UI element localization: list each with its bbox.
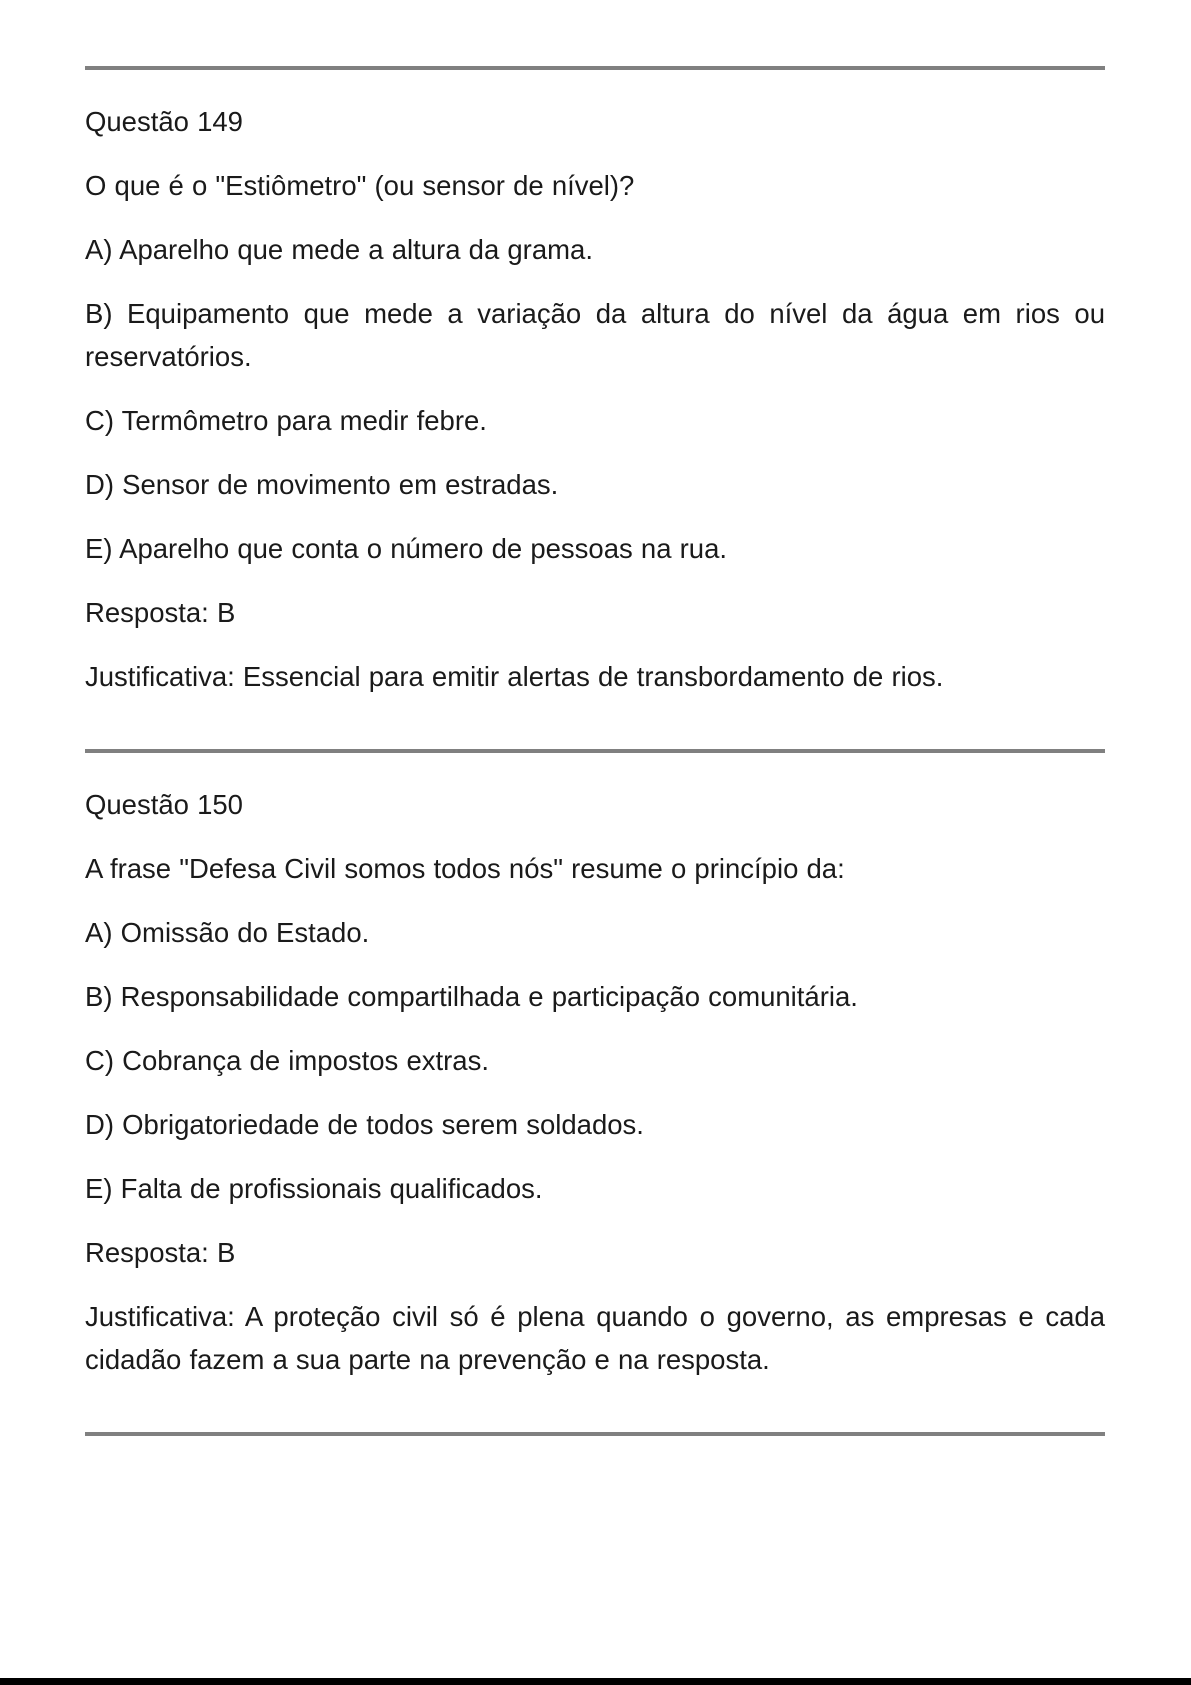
question-prompt: A frase "Defesa Civil somos todos nós" resume o princípio da:: [85, 853, 845, 884]
question-number: Questão 149: [85, 106, 243, 137]
question-149: [85, 70, 1105, 749]
question-number: Questão 150: [85, 789, 243, 820]
bottom-edge-bar: [0, 1678, 1191, 1685]
option-e: E) Falta de profissionais qualificados.: [85, 1173, 543, 1204]
option-c: C) Cobrança de impostos extras.: [85, 1045, 489, 1076]
question-prompt: O que é o "Estiômetro" (ou sensor de nível)?: [85, 170, 635, 201]
justification: Justificativa: A proteção civil só é plena quando o governo, as empresas e cada cidadão fazem a sua parte na prevenção e na resposta.: [85, 1301, 1105, 1375]
question-150: [85, 753, 1105, 1432]
answer: Resposta: B: [85, 1237, 236, 1268]
option-b: B) Equipamento que mede a variação da altura do nível da água em rios ou reservatórios.: [85, 298, 1105, 372]
option-a: A) Aparelho que mede a altura da grama.: [85, 234, 593, 265]
option-b: B) Responsabilidade compartilhada e participação comunitária.: [85, 981, 858, 1012]
option-d: D) Obrigatoriedade de todos serem soldados.: [85, 1109, 644, 1140]
option-c: C) Termômetro para medir febre.: [85, 405, 487, 436]
option-d: D) Sensor de movimento em estradas.: [85, 469, 559, 500]
document-page: [85, 66, 1105, 1436]
answer: Resposta: B: [85, 597, 236, 628]
divider: [85, 1432, 1105, 1436]
justification: Justificativa: Essencial para emitir alertas de transbordamento de rios.: [85, 661, 944, 692]
option-e: E) Aparelho que conta o número de pessoas na rua.: [85, 533, 728, 564]
option-a: A) Omissão do Estado.: [85, 917, 370, 948]
